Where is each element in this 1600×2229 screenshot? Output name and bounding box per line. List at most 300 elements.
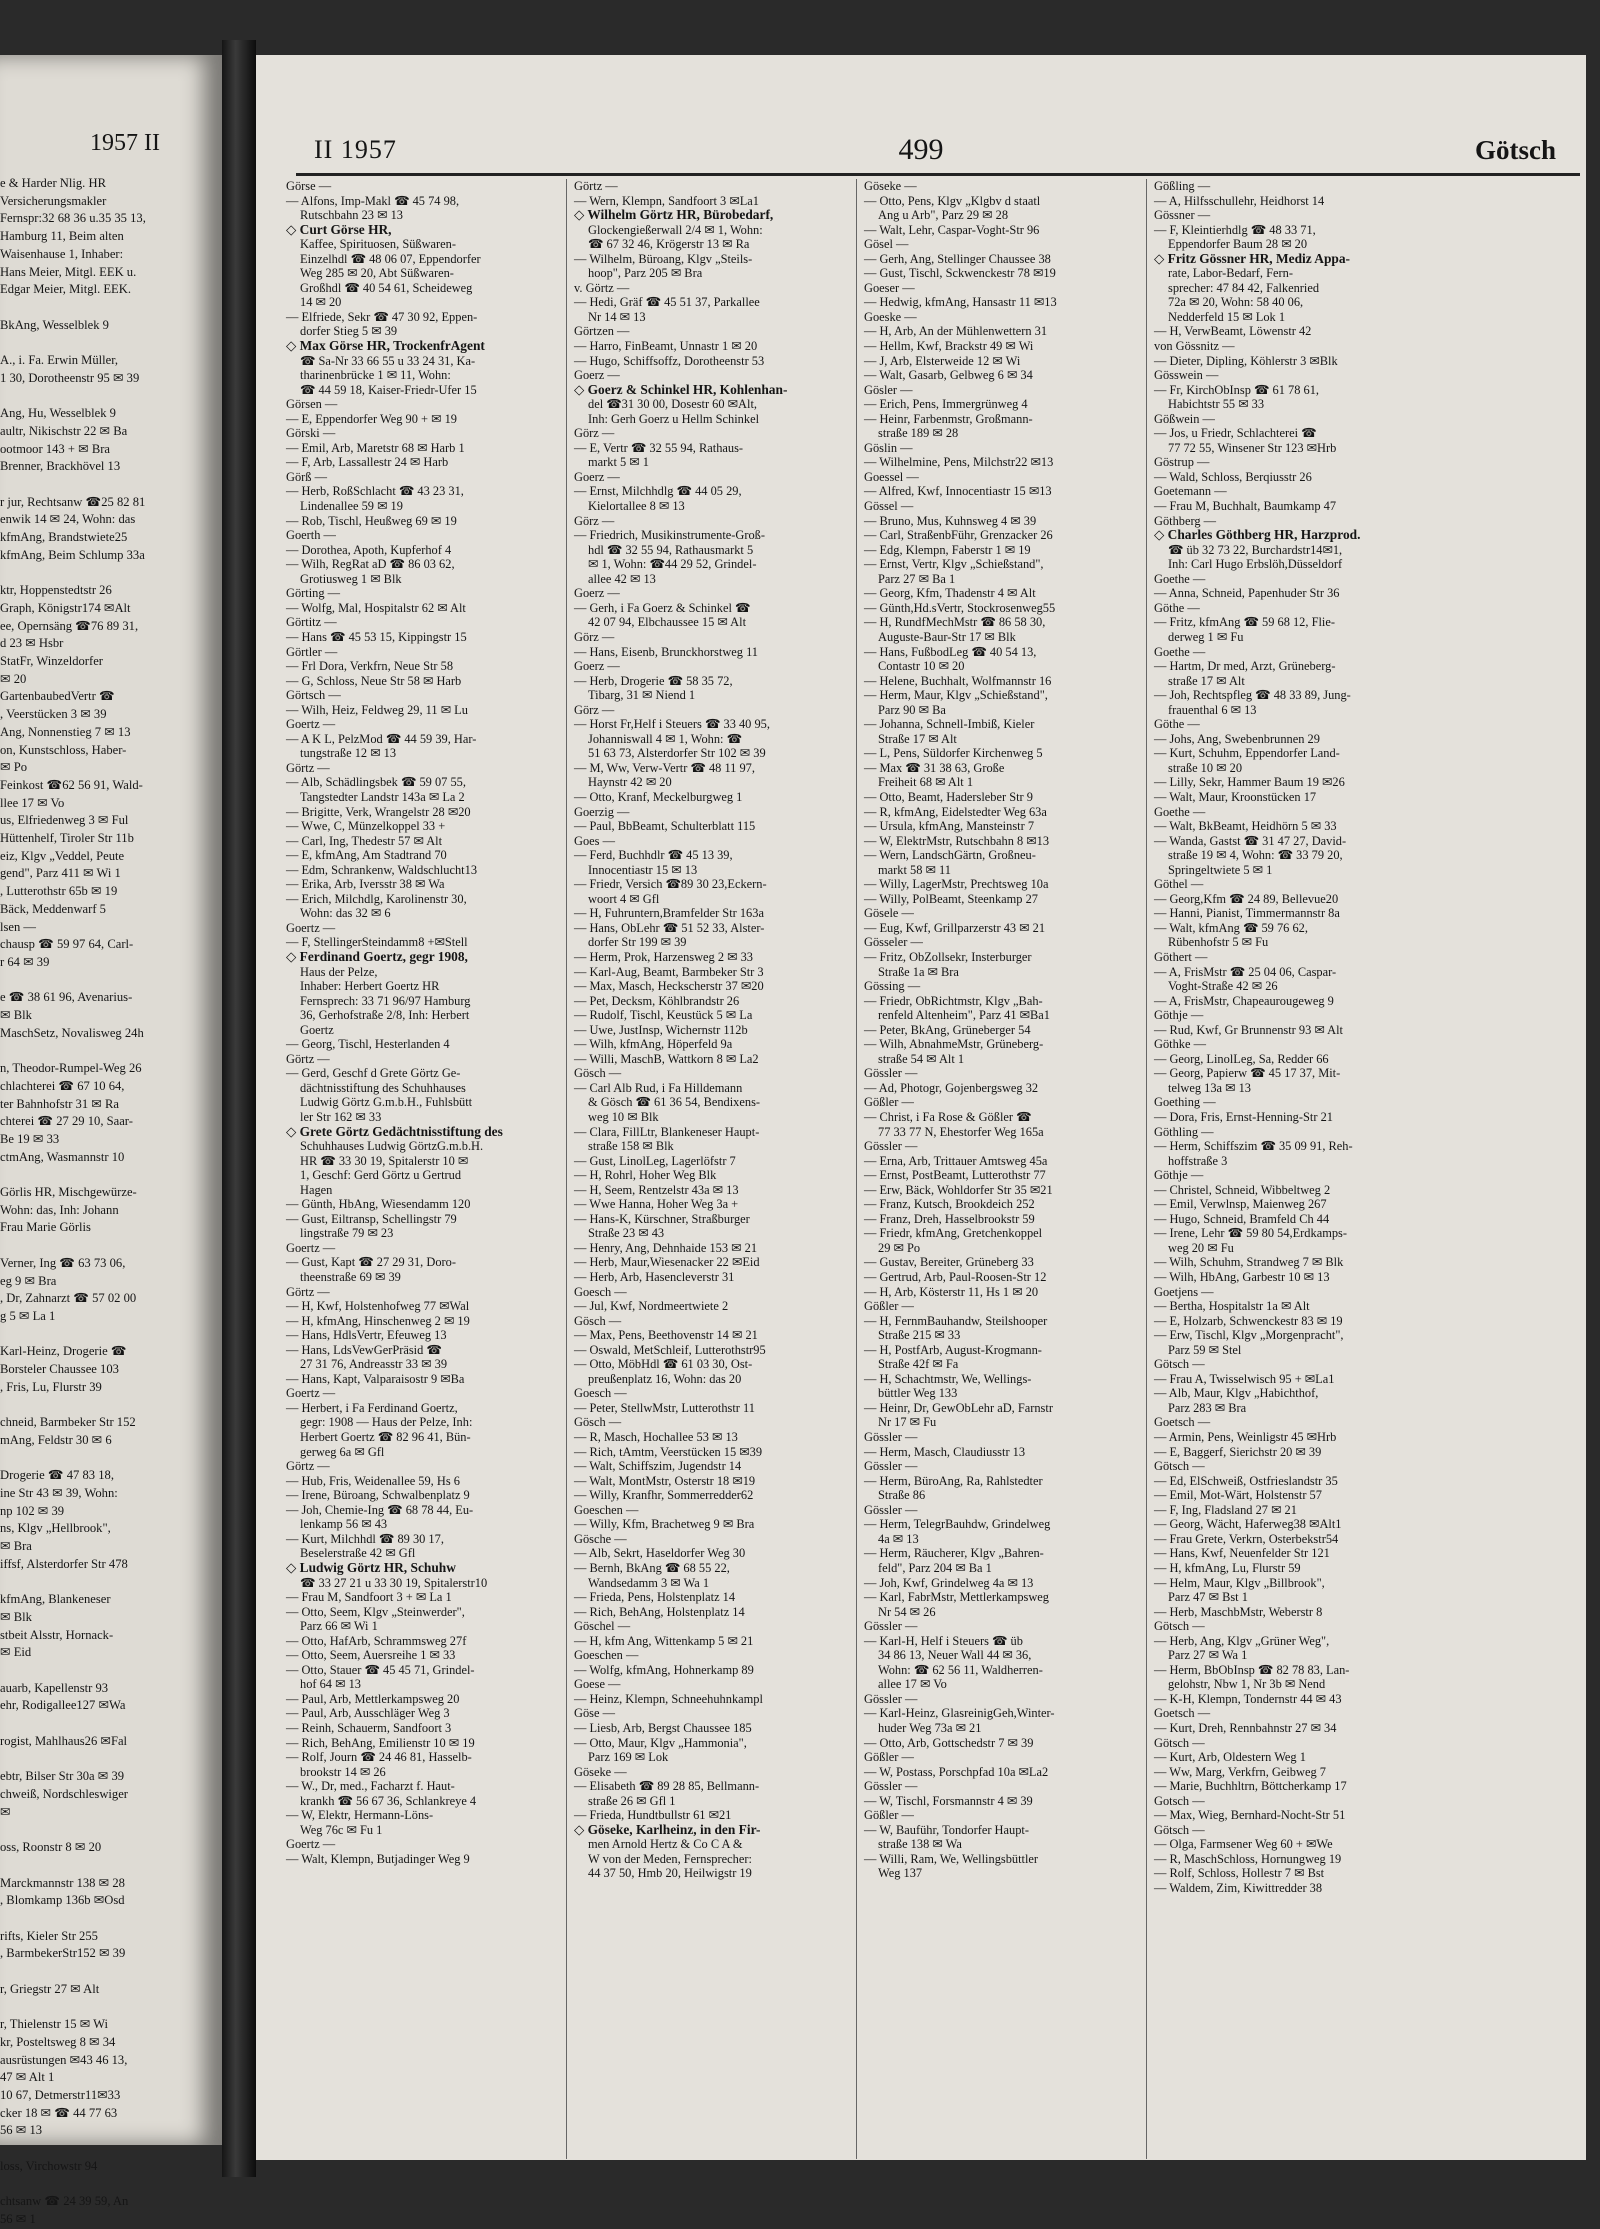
left-page-line: ktr, Hoppenstedtstr 26 — [0, 583, 112, 598]
directory-surname-heading: Göslin — — [864, 440, 913, 455]
directory-entry-continuation: Weg 76c ✉ Fu 1 — [300, 1822, 383, 1837]
directory-entry-continuation: Herbert Goertz ☎ 82 96 41, Bün- — [300, 1430, 471, 1445]
left-page-text — [0, 175, 222, 2229]
directory-entry: — H, PostfArb, August-Krogmann- — [864, 1342, 1042, 1357]
left-page-line — [0, 1326, 222, 1344]
directory-entry: — H, Seem, Rentzelstr 43a ✉ 13 — [574, 1182, 739, 1197]
directory-entry: — Franz, Kutsch, Brookdeich 252 — [864, 1197, 1035, 1212]
directory-entry: — Walt, MontMstr, Osterstr 18 ✉19 — [574, 1473, 756, 1488]
column-divider — [856, 179, 857, 2159]
directory-entry-continuation: Ang u Arb", Parz 29 ✉ 28 — [878, 208, 1009, 223]
directory-entry: — Walt, Klempn, Butjadinger Weg 9 — [286, 1851, 470, 1866]
left-page-line: GartenbaubedVertr ☎ — [0, 689, 115, 704]
directory-surname-heading: Goertz — — [286, 920, 336, 935]
left-page-line: on, Kunstschloss, Haber- — [0, 742, 127, 757]
left-page-line: 56 ✉ 1 — [0, 2211, 36, 2226]
directory-entry: — Harro, FinBeamt, Unnastr 1 ✉ 20 — [574, 339, 758, 354]
left-page-line — [0, 1450, 222, 1468]
directory-entry-continuation: Inhaber: Herbert Goertz HR — [300, 979, 440, 994]
directory-entry: — Peter, BkAng, Grüneberger 54 — [864, 1022, 1031, 1037]
directory-entry: — Rudolf, Tischl, Keustück 5 ✉ La — [574, 1008, 753, 1023]
directory-surname-heading: Göthel — — [1154, 877, 1204, 892]
directory-entry-continuation: theenstraße 69 ✉ 39 — [300, 1270, 401, 1285]
directory-entry: — A, Hilfsschullehr, Heidhorst 14 — [1154, 193, 1325, 208]
directory-entry: — Ernst, Milchhdlg ☎ 44 05 29, — [574, 484, 742, 499]
directory-entry: — Herm, TelegrBauhdw, Grindelweg — [864, 1517, 1051, 1532]
directory-entry: — Gerh, Ang, Stellinger Chaussee 38 — [864, 251, 1051, 266]
directory-surname-heading: Göthje — — [1154, 1168, 1204, 1183]
left-page-line: Hüttenhelf, Tiroler Str 11b — [0, 831, 134, 846]
directory-entry: — Ferd, Buchhdlr ☎ 45 13 39, — [574, 848, 733, 863]
directory-entry: — Joh, Chemie-Ing ☎ 68 78 44, Eu- — [286, 1502, 474, 1517]
directory-entry-continuation: Inh: Gerh Goerz u Hellm Schinkel — [588, 411, 760, 426]
directory-entry: — Wolfg, Mal, Hospitalstr 62 ✉ Alt — [286, 600, 466, 615]
directory-entry: — Dorothea, Apoth, Kupferhof 4 — [286, 542, 452, 557]
directory-entry: — Wald, Schloss, Berqiusstr 26 — [1154, 469, 1312, 484]
directory-entry-continuation: hoffstraße 3 — [1168, 1153, 1228, 1168]
left-page-line: chlachterei ☎ 67 10 64, — [0, 1078, 125, 1093]
directory-entry-continuation: HR ☎ 33 30 19, Spitalerstr 10 ✉ — [300, 1153, 469, 1168]
directory-entry-continuation: tungstraße 12 ✉ 13 — [300, 746, 397, 761]
directory-entry: — Emil, Mot-Wärt, Holstenstr 57 — [1154, 1488, 1322, 1503]
directory-entry-continuation: dächtnisstiftung des Schuhhauses — [300, 1080, 466, 1095]
directory-surname-heading: Göthe — — [1154, 600, 1200, 615]
directory-entry-continuation: weg 20 ✉ Fu — [1168, 1240, 1234, 1255]
directory-entry: — Horst Fr,Helf i Steuers ☎ 33 40 95, — [574, 717, 770, 732]
directory-surname-heading: Göthling — — [1154, 1124, 1214, 1139]
directory-entry: — Hedwig, kfmAng, Hansastr 11 ✉13 — [864, 295, 1057, 310]
directory-entry: — Dieter, Dipling, Köhlerstr 3 ✉Blk — [1154, 353, 1338, 368]
left-page-line: A., i. Fa. Erwin Müller, — [0, 353, 119, 368]
directory-entry: — H, kfm Ang, Wittenkamp 5 ✉ 21 — [574, 1633, 754, 1648]
left-page-line: Drogerie ☎ 47 83 18, — [0, 1468, 114, 1483]
directory-entry-continuation: 29 ✉ Po — [878, 1240, 921, 1255]
directory-entry: — Gertrud, Arb, Paul-Roosen-Str 12 — [864, 1270, 1047, 1285]
directory-entry: — H, kfmAng, Hinschenweg 2 ✉ 19 — [286, 1313, 470, 1328]
directory-surname-heading: Gößler — — [864, 1808, 914, 1823]
directory-surname-heading: Göthberg — — [1154, 513, 1217, 528]
directory-surname-heading: Görse — — [286, 179, 332, 193]
directory-entry: — Carl Alb Rud, i Fa Hilldemann — [574, 1080, 743, 1095]
directory-surname-heading: Gößler — — [864, 1095, 914, 1110]
directory-entry: — Oswald, MetSchleif, Lutterothstr95 — [574, 1342, 766, 1357]
directory-entry: — H, Arb, Kösterstr 11, Hs 1 ✉ 20 — [864, 1284, 1039, 1299]
directory-surname-heading: Gössel — — [864, 499, 914, 514]
directory-entry-continuation: Nedderfeld 15 ✉ Lok 1 — [1168, 309, 1286, 324]
directory-entry: — Kurt, Arb, Oldestern Weg 1 — [1154, 1750, 1306, 1765]
directory-surname-heading: Gößwein — — [1154, 411, 1215, 426]
directory-surname-heading: Göthje — — [1154, 1008, 1204, 1023]
directory-entry-continuation: ☎ 33 27 21 u 33 30 19, Spitalerstr10 — [300, 1575, 488, 1590]
directory-entry-continuation: Wandsedamm 3 ✉ Wa 1 — [588, 1575, 710, 1590]
directory-firm-entry: ◇ Goerz & Schinkel HR, Kohlenhan- — [574, 381, 788, 397]
directory-entry: — Willy, PolBeamt, Steenkamp 27 — [864, 891, 1038, 906]
left-page-line: us, Elfriedenweg 3 ✉ Ful — [0, 813, 129, 828]
directory-surname-heading: Görting — — [286, 586, 341, 601]
directory-entry: — Wilhelm, Büroang, Klgv „Steils- — [574, 251, 753, 266]
directory-entry: — Walt, BkBeamt, Heidhörn 5 ✉ 33 — [1154, 819, 1337, 834]
directory-entry: — F, Ing, Fladsland 27 ✉ 21 — [1154, 1502, 1297, 1517]
left-page-line: ctmAng, Wasmannstr 10 — [0, 1149, 125, 1164]
directory-surname-heading: Görß — — [286, 469, 327, 484]
directory-entry-continuation: Haynstr 42 ✉ 20 — [588, 775, 672, 790]
directory-entry: — Friedr, Versich ☎89 30 23,Eckern- — [574, 877, 767, 892]
left-page-line: Be 19 ✉ 33 — [0, 1131, 60, 1146]
left-page-line: ✉ Blk — [0, 1609, 32, 1624]
directory-entry: — Paul, Arb, Mettlerkampsweg 20 — [286, 1691, 460, 1706]
directory-entry: — Hans, Kwf, Neuenfelder Str 121 — [1154, 1546, 1330, 1561]
directory-entry: — Alb, Sekrt, Haseldorfer Weg 30 — [574, 1546, 746, 1561]
directory-entry-continuation: 27 31 76, Andreasstr 33 ✉ 39 — [300, 1357, 448, 1372]
directory-entry: — Hans, Kapt, Valparaisostr 9 ✉Ba — [286, 1371, 465, 1386]
directory-entry: — Rich, BehAng, Holstenplatz 14 — [574, 1604, 745, 1619]
directory-entry: — F, StellingerSteindamm8 +✉Stell — [286, 935, 468, 950]
directory-surname-heading: Görtz — — [286, 1051, 330, 1066]
directory-entry: — Karl-H, Helf i Steuers ☎ üb — [864, 1633, 1023, 1648]
directory-surname-heading: Görsen — — [286, 397, 338, 412]
directory-entry: — Gustav, Bereiter, Grüneberg 33 — [864, 1255, 1034, 1270]
directory-surname-heading: Gotsch — — [1154, 1793, 1205, 1808]
directory-surname-heading: Görz — — [574, 629, 615, 644]
directory-entry-continuation: Straße 1a ✉ Bra — [878, 964, 959, 979]
directory-surname-heading: Görtler — — [286, 644, 338, 659]
directory-entry-continuation: Parz 66 ✉ Wi 1 — [300, 1619, 378, 1634]
directory-entry: — Herm, Masch, Claudiusstr 13 — [864, 1444, 1026, 1459]
left-page-line: g 5 ✉ La 1 — [0, 1309, 56, 1323]
page-header-running-name: Götsch — [1475, 135, 1556, 165]
directory-entry: — H, Arb, An der Mühlenwettern 31 — [864, 324, 1048, 339]
directory-entry: — Hartm, Dr med, Arzt, Grüneberg- — [1154, 659, 1336, 674]
directory-entry: — Armin, Pens, Weinligstr 45 ✉Hrb — [1154, 1430, 1337, 1445]
left-page-line — [0, 1963, 222, 1981]
directory-column-1 — [286, 179, 558, 2159]
directory-entry: — Irene, Büroang, Schwalbenplatz 9 — [286, 1488, 470, 1503]
directory-firm-entry: ◇ Curt Görse HR, — [286, 221, 392, 237]
directory-entry-continuation: Straße 86 — [878, 1488, 926, 1503]
directory-entry-continuation: Straße 23 ✉ 43 — [588, 1226, 665, 1241]
directory-entry-continuation: straße 26 ✉ Gfl 1 — [588, 1793, 676, 1808]
directory-firm-entry: ◇ Ferdinand Goertz, gegr 1908, — [286, 948, 468, 964]
directory-surname-heading: Goerz — — [574, 469, 620, 484]
column-divider — [566, 179, 567, 2159]
directory-entry-continuation: hof 64 ✉ 13 — [300, 1677, 361, 1692]
directory-surname-heading: von Gössnitz — — [1154, 339, 1235, 354]
left-page-line: StatFr, Winzeldorfer — [0, 653, 103, 668]
left-page-line: , Blomkamp 136b ✉Osd — [0, 1893, 125, 1908]
directory-entry: — Rolf, Schloss, Hollestr 7 ✉ Bst — [1154, 1866, 1325, 1881]
directory-entry: — Pet, Decksm, Köhlbrandstr 26 — [574, 993, 740, 1008]
directory-page — [256, 55, 1586, 2160]
directory-entry: — W, Postass, Porschpfad 10a ✉La2 — [864, 1764, 1049, 1779]
left-page-line: chweiß, Nordschleswiger — [0, 1786, 128, 1801]
directory-entry: — Herb, Maur,Wiesenacker 22 ✉Eid — [574, 1255, 760, 1270]
directory-entry: — Kurt, Schuhm, Eppendorfer Land- — [1154, 746, 1340, 761]
directory-entry: — Erich, Pens, Immergrünweg 4 — [864, 397, 1028, 412]
directory-entry-continuation: Tangstedter Landstr 143a ✉ La 2 — [300, 789, 465, 804]
directory-entry-continuation: Parz 59 ✉ Stel — [1168, 1342, 1242, 1357]
directory-entry: — Herb, Drogerie ☎ 58 35 72, — [574, 673, 733, 688]
directory-surname-heading: Görz — — [574, 426, 615, 441]
left-page-line: Frau Marie Görlis — [0, 1220, 91, 1235]
directory-surname-heading: Goetjens — — [1154, 1284, 1214, 1299]
directory-entry: — Helm, Maur, Klgv „Billbrook", — [1154, 1575, 1325, 1590]
directory-entry: — Bertha, Hospitalstr 1a ✉ Alt — [1154, 1299, 1310, 1314]
left-page-line: Hamburg 11, Beim alten — [0, 229, 124, 244]
directory-surname-heading: Göthert — — [1154, 949, 1208, 964]
directory-entry: — Frau Grete, Verkrn, Osterbekstr54 — [1154, 1531, 1339, 1546]
directory-entry-continuation: ☎ 67 32 46, Krögerstr 13 ✉ Ra — [588, 237, 750, 252]
directory-entry: — Anna, Schneid, Papenhuder Str 36 — [1154, 586, 1340, 601]
directory-entry-continuation: Großhdl ☎ 40 54 61, Scheideweg — [300, 280, 473, 295]
directory-entry-continuation: dorfer Str 199 ✉ 39 — [588, 935, 687, 950]
directory-entry-continuation: Parz 27 ✉ Ba 1 — [878, 571, 956, 586]
directory-entry: — Waldem, Zim, Kiwittredder 38 — [1154, 1880, 1323, 1895]
left-page-line: eiz, Klgv „Veddel, Peute — [0, 848, 125, 863]
directory-entry: — Otto, Seem, Auersreihe 1 ✉ 33 — [286, 1648, 456, 1663]
directory-entry: — Wern, Klempn, Sandfoort 3 ✉La1 — [574, 193, 759, 208]
directory-entry: — Edm, Schrankenw, Waldschlucht13 — [286, 862, 478, 877]
directory-entry-continuation: frauenthal 6 ✉ 13 — [1168, 702, 1257, 717]
directory-surname-heading: Goethe — — [1154, 804, 1206, 819]
directory-entry: — Rich, tAmtm, Veerstücken 15 ✉39 — [574, 1444, 763, 1459]
directory-entry-continuation: hoop", Parz 205 ✉ Bra — [588, 266, 703, 281]
directory-entry-continuation: gerweg 6a ✉ Gfl — [300, 1444, 385, 1459]
directory-entry: — Emil, Verwlnsp, Maienweg 267 — [1154, 1197, 1327, 1212]
directory-entry-continuation: straße 10 ✉ 20 — [1168, 760, 1243, 775]
directory-entry: — Walt, Lehr, Caspar-Voght-Str 96 — [864, 222, 1040, 237]
directory-entry: — Gust, Tischl, Sckwenckestr 78 ✉19 — [864, 266, 1056, 281]
directory-entry: — Franz, Dreh, Hasselbrookstr 59 — [864, 1211, 1035, 1226]
left-page-line: Brenner, Brackhövel 13 — [0, 459, 121, 474]
directory-surname-heading: Götsch — — [1154, 1735, 1205, 1750]
left-page-line — [0, 1910, 222, 1928]
directory-entry: — Lilly, Sekr, Hammer Baum 19 ✉26 — [1154, 775, 1345, 790]
directory-entry-continuation: büttler Weg 133 — [878, 1386, 958, 1401]
directory-entry: — Friedr, ObRichtmstr, Klgv „Bah- — [864, 993, 1043, 1008]
left-page-line: ✉ Po — [0, 760, 28, 775]
left-page-line — [0, 1237, 222, 1255]
directory-surname-heading: Gössler — — [864, 1691, 918, 1706]
directory-entry-continuation: ✉ 1, Wohn: ☎44 29 52, Grindel- — [588, 557, 757, 572]
directory-entry-continuation: del ☎31 30 00, Dosestr 60 ✉Alt, — [588, 397, 757, 412]
directory-entry: — E, Eppendorfer Weg 90 + ✉ 19 — [286, 411, 457, 426]
left-page-line: r 64 ✉ 39 — [0, 954, 50, 969]
directory-entry: — Rolf, Journ ☎ 24 46 81, Hasselb- — [286, 1750, 472, 1765]
directory-surname-heading: Gösche — — [574, 1531, 627, 1546]
left-page-line: rifts, Kieler Str 255 — [0, 1928, 98, 1943]
directory-entry: — Hans ☎ 45 53 15, Kippingstr 15 — [286, 629, 467, 644]
page-header — [256, 55, 1586, 167]
left-page-line: ✉ — [0, 1804, 11, 1819]
directory-entry-continuation: gelohstr, Nbw 1, Nr 3b ✉ Nend — [1168, 1677, 1326, 1692]
left-page-line — [0, 972, 222, 990]
directory-entry-continuation: gegr: 1908 — Haus der Pelze, Inh: — [300, 1415, 473, 1430]
left-page-line: lsen — — [0, 919, 37, 934]
directory-entry-continuation: straße 158 ✉ Blk — [588, 1139, 674, 1154]
directory-entry: — Frau A, Twisselwisch 95 + ✉La1 — [1154, 1371, 1335, 1386]
left-page-line: Ang, Hu, Wesselblek 9 — [0, 406, 116, 421]
directory-entry: — Wwe, C, Münzelkoppel 33 + — [286, 819, 446, 834]
directory-entry: — A K L, PelzMod ☎ 44 59 39, Har- — [286, 731, 477, 746]
directory-surname-heading: Göseke — — [864, 179, 917, 193]
directory-surname-heading: Götsch — — [1154, 1822, 1205, 1837]
directory-entry: — Alb, Schädlingsbek ☎ 59 07 55, — [286, 775, 466, 790]
left-page-line: kr, Posteltsweg 8 ✉ 34 — [0, 2034, 116, 2049]
left-page-line: Hans Meier, Mitgl. EEK u. — [0, 264, 137, 279]
directory-entry-continuation: & Gösch ☎ 61 36 54, Bendixens- — [588, 1095, 761, 1110]
directory-surname-heading: Goessel — — [864, 469, 919, 484]
directory-surname-heading: Görtsch — — [286, 688, 341, 703]
directory-entry: — Joh, Kwf, Grindelweg 4a ✉ 13 — [864, 1575, 1034, 1590]
directory-entry-continuation: Parz 90 ✉ Ba — [878, 702, 946, 717]
directory-entry: — Willi, MaschB, Wattkorn 8 ✉ La2 — [574, 1051, 759, 1066]
directory-entry-continuation: ☎ Sa-Nr 33 66 55 u 33 24 31, Ka- — [300, 353, 476, 368]
directory-entry: — Hedi, Gräf ☎ 45 51 37, Parkallee — [574, 295, 760, 310]
directory-entry: — Herm, Maur, Klgv „Schießstand", — [864, 688, 1048, 703]
directory-surname-heading: Goerz — — [574, 586, 620, 601]
directory-entry: — Herm, BbObInsp ☎ 82 78 83, Lan- — [1154, 1662, 1350, 1677]
directory-entry: — Jul, Kwf, Nordmeertwiete 2 — [574, 1299, 729, 1314]
left-page-line — [0, 564, 222, 582]
directory-entry-continuation: Ludwig Görtz G.m.b.H., Fuhlsbütt — [300, 1095, 473, 1110]
directory-entry: — Otto, Seem, Klgv „Steinwerder", — [286, 1604, 465, 1619]
directory-entry-continuation: Parz 283 ✉ Bra — [1168, 1400, 1247, 1415]
directory-entry-continuation: W von der Meden, Fernsprecher: — [588, 1851, 752, 1866]
directory-entry: — Ernst, Vertr, Klgv „Schießstand", — [864, 557, 1044, 572]
column-divider — [1146, 179, 1147, 2159]
directory-entry: — Hans, Eisenb, Brunckhorstweg 11 — [574, 644, 758, 659]
directory-surname-heading: Goethe — — [1154, 571, 1206, 586]
directory-entry: — Hans, ObLehr ☎ 51 52 33, Alster- — [574, 920, 765, 935]
directory-entry-continuation: Rübenhofstr 5 ✉ Fu — [1168, 935, 1269, 950]
directory-surname-heading: Gössner — — [1154, 208, 1211, 223]
left-page-line — [0, 1821, 222, 1839]
directory-entry-continuation: 77 72 55, Winsener Str 123 ✉Hrb — [1168, 440, 1337, 455]
left-page-line: chausp ☎ 59 97 64, Carl- — [0, 937, 134, 952]
directory-entry-continuation: 1, Geschf: Gerd Görtz u Gertrud — [300, 1168, 462, 1183]
directory-entry-continuation: sprecher: 47 84 42, Falkenried — [1168, 280, 1320, 295]
directory-entry: — Max, Pens, Beethovenstr 14 ✉ 21 — [574, 1328, 758, 1343]
directory-entry: — Ad, Photogr, Gojenbergsweg 32 — [864, 1080, 1039, 1095]
left-page-line: aultr, Nikischstr 22 ✉ Ba — [0, 423, 128, 438]
directory-entry: — Fr, KirchObInsp ☎ 61 78 61, — [1154, 382, 1319, 397]
directory-entry-continuation: telweg 13a ✉ 13 — [1168, 1080, 1251, 1095]
directory-entry-continuation: straße 138 ✉ Wa — [878, 1837, 962, 1852]
left-page-line: mAng, Feldstr 30 ✉ 6 — [0, 1432, 112, 1447]
left-page-line: e & Harder Nlig. HR — [0, 176, 106, 190]
directory-entry-continuation: krankh ☎ 56 67 36, Schlankreye 4 — [300, 1793, 477, 1808]
directory-entry: — Max ☎ 31 38 63, Große — [864, 760, 1005, 775]
directory-entry-continuation: ler Str 162 ✉ 33 — [300, 1110, 382, 1124]
directory-entry: — Gerh, i Fa Goerz & Schinkel ☎ — [574, 600, 751, 615]
left-page-line: Edgar Meier, Mitgl. EEK. — [0, 282, 131, 297]
left-page-line: n, Theodor-Rumpel-Weg 26 — [0, 1061, 142, 1076]
directory-entry-continuation: Kielortallee 8 ✉ 13 — [588, 499, 685, 514]
left-page-line: ✉ Eid — [0, 1645, 32, 1660]
directory-entry: — Wilh, Schuhm, Strandweg 7 ✉ Blk — [1154, 1255, 1344, 1270]
directory-surname-heading: Goes — — [574, 833, 615, 848]
directory-entry: — Walt, Gasarb, Gelbweg 6 ✉ 34 — [864, 368, 1033, 383]
directory-entry: — Otto, Arb, Gottschedstr 7 ✉ 39 — [864, 1735, 1034, 1750]
directory-entry-continuation: Parz 27 ✉ Wa 1 — [1168, 1648, 1248, 1663]
directory-entry-continuation: renfeld Altenheim", Parz 41 ✉Ba1 — [878, 1008, 1050, 1023]
directory-entry: — Alb, Maur, Klgv „Habichthof, — [1154, 1386, 1319, 1401]
directory-entry: — H, Rohrl, Hoher Weg Blk — [574, 1168, 717, 1183]
directory-entry-continuation: Contastr 10 ✉ 20 — [878, 659, 965, 674]
directory-entry-continuation: Weg 137 — [878, 1866, 923, 1881]
left-page-line: Bäck, Meddenwarf 5 — [0, 901, 106, 916]
directory-entry-continuation: Innocentiastr 15 ✉ 13 — [588, 862, 698, 877]
left-page-line: ausrüstungen ✉43 46 13, — [0, 2052, 128, 2067]
directory-entry: — Fritz, ObZollsekr, Insterburger — [864, 949, 1032, 964]
directory-entry-continuation: tharinenbrücke 1 ✉ 11, Wohn: — [300, 368, 451, 383]
left-page-line — [0, 1715, 222, 1733]
directory-entry-continuation: allee 42 ✉ 13 — [588, 571, 656, 586]
directory-entry: — Brigitte, Verk, Wrangelstr 28 ✉20 — [286, 804, 471, 819]
directory-column-3 — [864, 179, 1136, 2159]
directory-entry: — Elfriede, Sekr ☎ 47 30 92, Eppen- — [286, 309, 478, 324]
directory-surname-heading: Goeschen — — [574, 1502, 639, 1517]
left-page-line — [0, 1042, 222, 1060]
directory-entry: — Wilh, RegRat aD ☎ 86 03 62, — [286, 557, 455, 572]
directory-entry: — Frieda, Hundtbullstr 61 ✉21 — [574, 1808, 732, 1823]
directory-entry: — Liesb, Arb, Bergst Chaussee 185 — [574, 1720, 752, 1735]
directory-entry: — Otto, Stauer ☎ 45 45 71, Grindel- — [286, 1662, 475, 1677]
directory-entry-continuation: Straße 42f ✉ Fa — [878, 1357, 959, 1372]
directory-entry: — Herb, Ang, Klgv „Grüner Weg", — [1154, 1633, 1330, 1648]
directory-entry: — Johs, Ang, Swebenbrunnen 29 — [1154, 731, 1320, 746]
directory-entry: — R, kfmAng, Eidelstedter Weg 63a — [864, 804, 1047, 819]
left-page-line: ebtr, Bilser Str 30a ✉ 39 — [0, 1769, 125, 1784]
directory-entry: — A, FrisMstr ☎ 25 04 06, Caspar- — [1154, 964, 1337, 979]
directory-entry: — Georg, Wächt, Haferweg38 ✉Alt1 — [1154, 1517, 1342, 1532]
directory-entry-continuation: Springeltwiete 5 ✉ 1 — [1168, 862, 1273, 877]
directory-entry-continuation: preußenplatz 16, Wohn: das 20 — [588, 1371, 742, 1386]
directory-surname-heading: Gössler — — [864, 1066, 918, 1081]
directory-entry: — Willy, Kfm, Brachetweg 9 ✉ Bra — [574, 1517, 755, 1532]
directory-entry: — Dora, Fris, Ernst-Henning-Str 21 — [1154, 1110, 1333, 1124]
directory-entry: — Reinh, Schauerm, Sandfoort 3 — [286, 1720, 452, 1735]
directory-entry: — Herbert, i Fa Ferdinand Goertz, — [286, 1400, 458, 1415]
directory-entry: — Gust, Eiltransp, Schellingstr 79 — [286, 1211, 457, 1226]
left-page-line: enwik 14 ✉ 24, Wohn: das — [0, 512, 136, 527]
directory-entry: — Hans, LdsVewGerPräsid ☎ — [286, 1342, 442, 1357]
directory-entry: — Paul, Arb, Ausschläger Weg 3 — [286, 1706, 450, 1721]
left-page-line: loss, Virchowstr 94 — [0, 2158, 98, 2173]
left-page-line: BkAng, Wesselblek 9 — [0, 317, 109, 332]
directory-entry-continuation: lenkamp 56 ✉ 43 — [300, 1517, 388, 1532]
left-page-line: ee, Opernsäng ☎76 89 31, — [0, 618, 139, 633]
directory-entry: — Wilh, AbnahmeMstr, Grüneberg- — [864, 1037, 1044, 1052]
directory-entry-continuation: Beselerstraße 42 ✉ Gfl — [300, 1546, 416, 1561]
directory-entry-continuation: 72a ✉ 20, Wohn: 58 40 06, — [1168, 295, 1304, 310]
directory-entry: — Clara, FillLtr, Blankeneser Haupt- — [574, 1124, 760, 1139]
directory-entry: — Erika, Arb, Iversstr 38 ✉ Wa — [286, 877, 445, 892]
directory-entry: — Herb, MaschbMstr, Weberstr 8 — [1154, 1604, 1323, 1619]
directory-surname-heading: Göstrup — — [1154, 455, 1210, 470]
directory-entry-continuation: weg 10 ✉ Blk — [588, 1110, 659, 1124]
directory-entry-continuation: men Arnold Hertz & Co C A & — [588, 1837, 743, 1852]
directory-entry: — H, kfmAng, Lu, Flurstr 59 — [1154, 1560, 1301, 1575]
directory-entry-continuation: Nr 14 ✉ 13 — [588, 309, 646, 324]
directory-entry-continuation: 4a ✉ 13 — [878, 1531, 919, 1546]
directory-entry: — J, Arb, Elsterweide 12 ✉ Wi — [864, 353, 1021, 368]
directory-entry: — Otto, Pens, Klgv „Klgbv d staatl — [864, 193, 1041, 208]
directory-entry-continuation: woort 4 ✉ Gfl — [588, 891, 660, 906]
directory-entry: — F, Kleintierhdlg ☎ 48 33 71, — [1154, 222, 1316, 237]
directory-entry: — Willi, Ram, We, Wellingsbüttler — [864, 1851, 1039, 1866]
left-page-line: , Lutterothstr 65b ✉ 19 — [0, 884, 118, 899]
